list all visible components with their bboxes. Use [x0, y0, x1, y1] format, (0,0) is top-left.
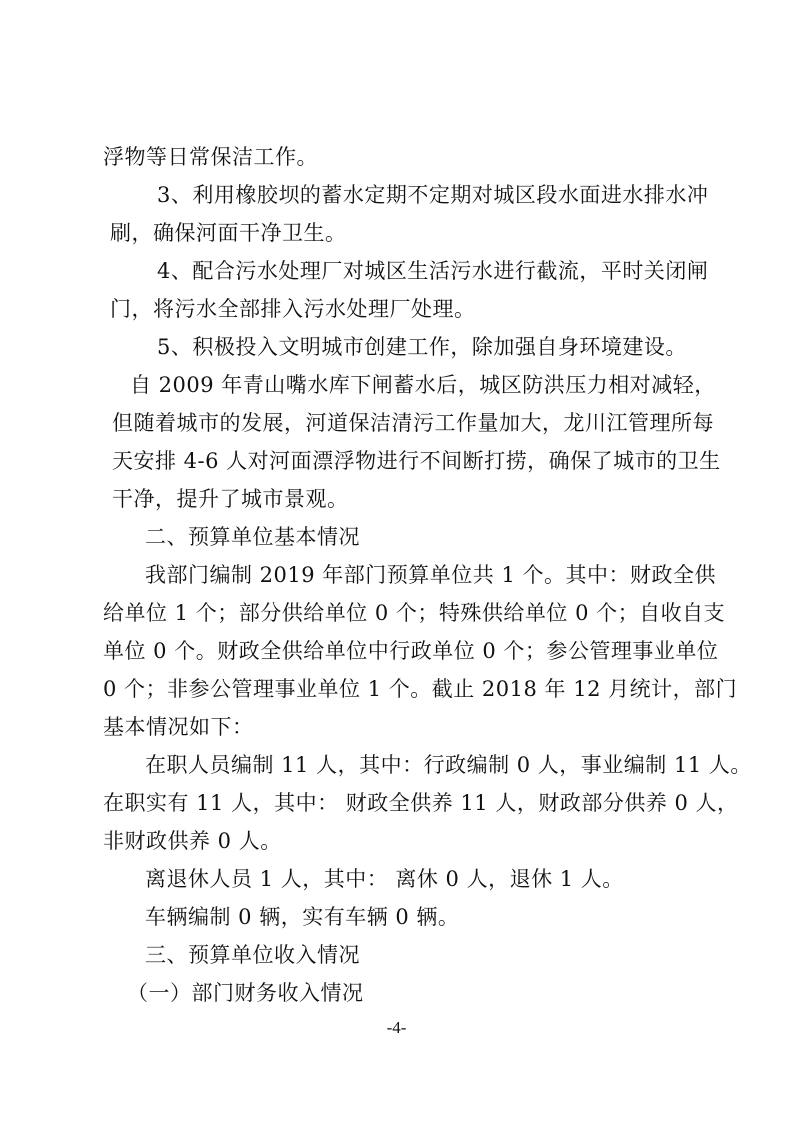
text-line: 天安排 4-6 人对河面漂浮物进行不间断打捞，确保了城市的卫生 [112, 449, 721, 473]
text-line: 刷，确保河面干净卫生。 [110, 221, 347, 245]
text-line: 0 个；非参公管理事业单位 1 个。截止 2018 年 12 月统计，部门 [103, 677, 738, 701]
text-line: 在职实有 11 人，其中： 财政全供养 11 人，财政部分供养 0 人， [103, 791, 739, 815]
section-heading: 三、预算单位收入情况 [145, 943, 360, 967]
text-line: 5、积极投入文明城市创建工作，除加强自身环境建设。 [157, 335, 687, 359]
text-line: 基本情况如下： [103, 715, 254, 739]
text-line: 我部门编制 2019 年部门预算单位共 1 个。其中：财政全供 [145, 563, 717, 587]
text-line: 在职人员编制 11 人，其中：行政编制 0 人，事业编制 11 人。 [145, 753, 752, 777]
text-line: 但随着城市的发展，河道保洁清污工作量加大，龙川江管理所每 [112, 411, 714, 435]
subsection-heading: （一）部门财务收入情况 [127, 981, 364, 1005]
text-line: 3、利用橡胶坝的蓄水定期不定期对城区段水面进水排水冲 [157, 183, 709, 207]
text-line: 单位 0 个。财政全供给单位中行政单位 0 个；参公管理事业单位 [103, 639, 719, 663]
text-line: 自 2009 年青山嘴水库下闸蓄水后，城区防洪压力相对减轻， [130, 373, 716, 397]
text-line: 离退休人员 1 人，其中： 离休 0 人，退休 1 人。 [145, 867, 624, 891]
text-line: 干净，提升了城市景观。 [112, 487, 349, 511]
text-line: 门，将污水全部排入污水处理厂处理。 [110, 297, 476, 321]
page-number: -4- [386, 1018, 407, 1037]
text-line: 车辆编制 0 辆，实有车辆 0 辆。 [145, 905, 460, 929]
text-line: 非财政供养 0 人。 [103, 829, 282, 853]
text-line: 给单位 1 个；部分供给单位 0 个；特殊供给单位 0 个；自收自支 [103, 601, 726, 625]
section-heading: 二、预算单位基本情况 [145, 525, 360, 549]
text-line: 浮物等日常保洁工作。 [103, 145, 318, 169]
text-line: 4、配合污水处理厂对城区生活污水进行截流，平时关闭闸 [157, 259, 709, 283]
